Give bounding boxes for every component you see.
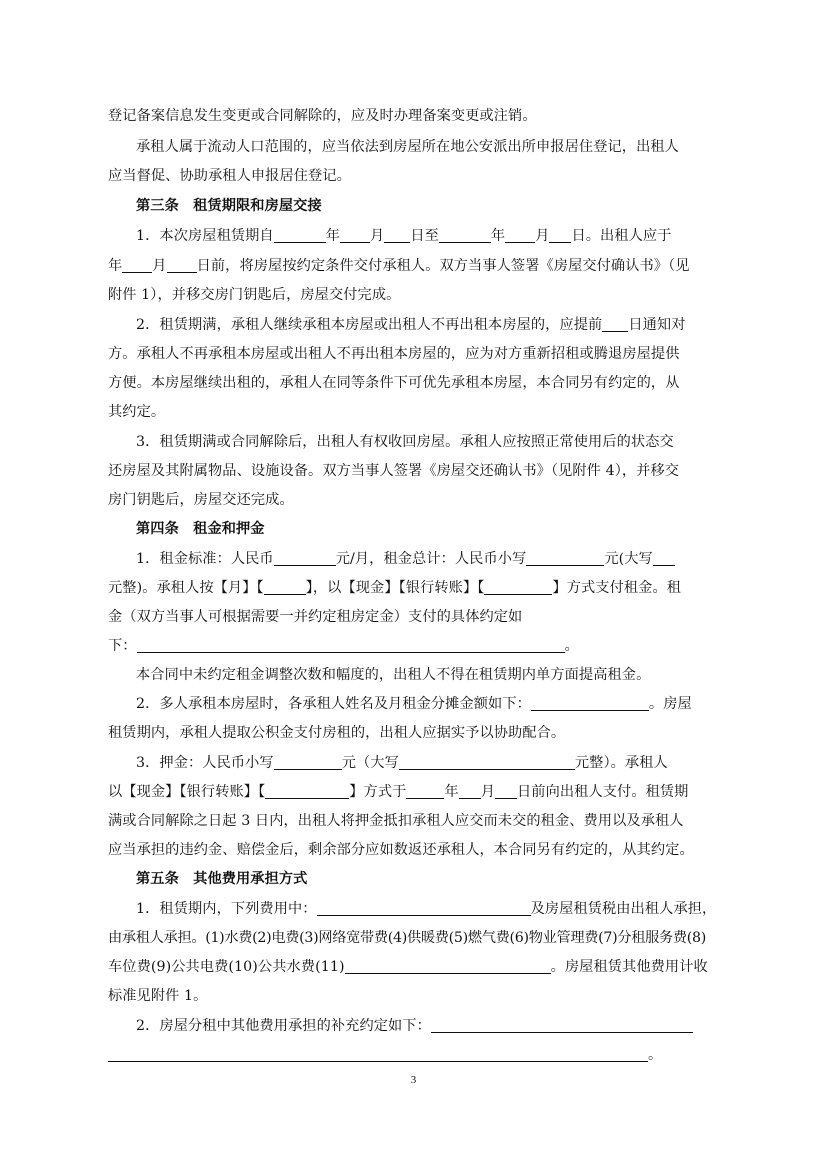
text-line <box>108 255 720 277</box>
text: 本合同中未约定租金调整次数和幅度的，出租人不得在租赁期内单方面提高租金。 <box>136 667 651 683</box>
text: 1．本次房屋租赁期自 <box>136 228 274 244</box>
supplement-field[interactable] <box>431 1017 693 1033</box>
text-line <box>136 431 720 453</box>
text: 日前向出租人支付。租赁期 <box>517 784 689 800</box>
text-line <box>136 1015 720 1037</box>
text-line <box>108 839 720 861</box>
text: 3．租赁期满或合同解除后，出租人有权收回房屋。承租人应按照正常使用后的状态交 <box>136 434 674 450</box>
text: 其约定。 <box>108 404 166 420</box>
text: 日至 <box>410 228 439 244</box>
text: 日通知对 <box>628 317 686 333</box>
text-line <box>136 225 720 247</box>
rent-amount-field[interactable] <box>274 550 336 566</box>
blank-field[interactable] <box>653 550 675 566</box>
text: 2．多人承租本房屋时，各承租人姓名及月租金分摊金额如下： <box>136 696 531 712</box>
text-line <box>108 1044 720 1066</box>
text: 月 <box>535 228 550 244</box>
text: 】方式支付租金。租 <box>552 580 682 596</box>
text: 房门钥匙后，房屋交还完成。 <box>108 492 294 508</box>
blank-field[interactable] <box>439 227 491 243</box>
blank-field[interactable] <box>549 227 571 243</box>
blank-field[interactable] <box>384 227 410 243</box>
blank-field[interactable] <box>167 257 197 273</box>
text-line <box>108 985 720 1007</box>
text: 承租人属于流动人口范围的，应当依法到房屋所在地公安派出所申报居住登记，出租人 <box>136 139 679 155</box>
heading-text: 第三条 租赁期限和房屋交接 <box>136 198 322 214</box>
text: 元整)。承租人按【月】【 <box>108 580 264 596</box>
blank-field[interactable] <box>122 257 152 273</box>
text-line <box>108 372 720 394</box>
text-line <box>136 693 720 715</box>
text: 2．租赁期满，承租人继续承租本房屋或出租人不再出租本房屋的，应提前 <box>136 317 603 333</box>
deposit-words-field[interactable] <box>399 754 575 770</box>
text: 。房屋租赁其他费用计收 <box>550 959 708 975</box>
text: 元整）。承租人 <box>574 755 668 771</box>
text-line <box>136 548 720 570</box>
text: 年 <box>108 258 123 274</box>
text-line <box>108 577 720 599</box>
text-line <box>108 927 720 949</box>
blank-field[interactable] <box>274 227 326 243</box>
payment-terms-field[interactable] <box>137 637 565 653</box>
blank-field[interactable] <box>265 783 349 799</box>
text-line <box>136 136 720 158</box>
text: 方。承租人不再承租本房屋或出租人不再出租本房屋的，应为对方重新招租或腾退房屋提供 <box>108 346 680 362</box>
text: 元(大写 <box>604 551 653 567</box>
text: 元（大写 <box>341 755 399 771</box>
text: 月 <box>152 258 167 274</box>
text: 方便。本房屋继续出租的，承租人在同等条件下可优先承租本房屋，本合同另有约定的，从 <box>108 375 680 391</box>
text: 日。出租人应于 <box>571 228 672 244</box>
page-number: 3 <box>410 1074 417 1086</box>
landlord-fees-field[interactable] <box>317 900 531 916</box>
text-line <box>136 752 720 774</box>
text-line <box>108 165 720 187</box>
text: 月 <box>480 784 496 800</box>
text-line <box>108 781 720 803</box>
text-line <box>108 810 720 832</box>
tenant-shares-field[interactable] <box>531 695 649 711</box>
text-line <box>108 105 720 127</box>
text: 租赁期内，承租人提取公积金支付房租的，出租人应据实予以协助配合。 <box>108 725 566 741</box>
text-line <box>108 401 720 423</box>
text: 应当承担的违约金、赔偿金后，剩余部分应如数返还承租人，本合同另有约定的，从其约定。 <box>108 842 694 858</box>
text: 标准见附件 1。 <box>108 988 208 1004</box>
article-3-heading <box>136 195 720 217</box>
text: 年 <box>444 784 459 800</box>
blank-field[interactable] <box>495 783 517 799</box>
text-line <box>108 284 720 306</box>
text: 附件 1），并移交房门钥匙后，房屋交付完成。 <box>108 287 401 303</box>
text-line <box>136 898 720 920</box>
text: 还房屋及其附属物品、设施设备。双方当事人签署《房屋交还确认书》（见附件 4），并移交 <box>108 463 680 479</box>
blank-field[interactable] <box>264 579 306 595</box>
text-line <box>108 635 720 657</box>
article-4-heading <box>136 518 720 540</box>
text-line <box>136 664 720 686</box>
text: 满或合同解除之日起 3 日内，出租人将押金抵扣承租人应交而未交的租金、费用以及承租人 <box>108 813 684 829</box>
supplement-field-continued[interactable] <box>108 1046 648 1062</box>
text: 3．押金：人民币小写 <box>136 755 274 771</box>
text: 1．租赁期内，下列费用中： <box>136 901 317 917</box>
text-line <box>108 956 720 978</box>
text: 金（双方当事人可根据需要一并约定租房定金）支付的具体约定如 <box>108 609 523 625</box>
blank-field[interactable] <box>505 227 535 243</box>
text: 年 <box>325 228 341 244</box>
other-fee-field[interactable] <box>345 958 551 974</box>
text-line <box>108 606 720 628</box>
blank-field[interactable] <box>602 316 628 332</box>
text: 元/月，租金总计：人民币小写 <box>335 551 527 567</box>
blank-field[interactable] <box>340 227 370 243</box>
blank-field[interactable] <box>484 579 552 595</box>
text: 车位费(9)公共电费(10)公共水费(11) <box>108 959 345 975</box>
text: 年 <box>490 228 506 244</box>
text: 日前，将房屋按约定条件交付承租人。双方当事人签署《房屋交付确认书》（见 <box>196 258 690 274</box>
deposit-amount-field[interactable] <box>274 754 342 770</box>
text: 月 <box>370 228 385 244</box>
text: 及房屋租赁税由出租人承担， <box>530 901 717 917</box>
text: 】，以【现金】【银行转账】【 <box>305 580 485 596</box>
article-5-heading <box>136 868 720 890</box>
text: 1．租金标准：人民币 <box>136 551 274 567</box>
blank-field[interactable] <box>406 783 444 799</box>
text: 。 <box>564 638 579 654</box>
heading-text: 第四条 租金和押金 <box>136 521 265 537</box>
text: 】方式于 <box>349 784 407 800</box>
text: 下： <box>108 638 137 654</box>
text: 应当督促、协助承租人申报居住登记。 <box>108 168 351 184</box>
text: 。 <box>648 1047 663 1063</box>
text-line <box>108 489 720 511</box>
rent-total-field[interactable] <box>526 550 604 566</box>
text-line <box>136 314 720 336</box>
text: 由承租人承担。(1)水费(2)电费(3)网络宽带费(4)供暖费(5)燃气费(6)物业管理费(7)分租服务费(8) <box>108 930 706 946</box>
text: 2．房屋分租中其他费用承担的补充约定如下： <box>136 1018 431 1034</box>
text-line <box>108 343 720 365</box>
text: 登记备案信息发生变更或合同解除的，应及时办理备案变更或注销。 <box>108 108 537 124</box>
text-line <box>108 460 720 482</box>
text-line <box>108 722 720 744</box>
blank-field[interactable] <box>459 783 481 799</box>
text: 以【现金】【银行转账】【 <box>108 784 266 800</box>
text: 。房屋 <box>648 696 692 712</box>
heading-text: 第五条 其他费用承担方式 <box>136 871 308 887</box>
